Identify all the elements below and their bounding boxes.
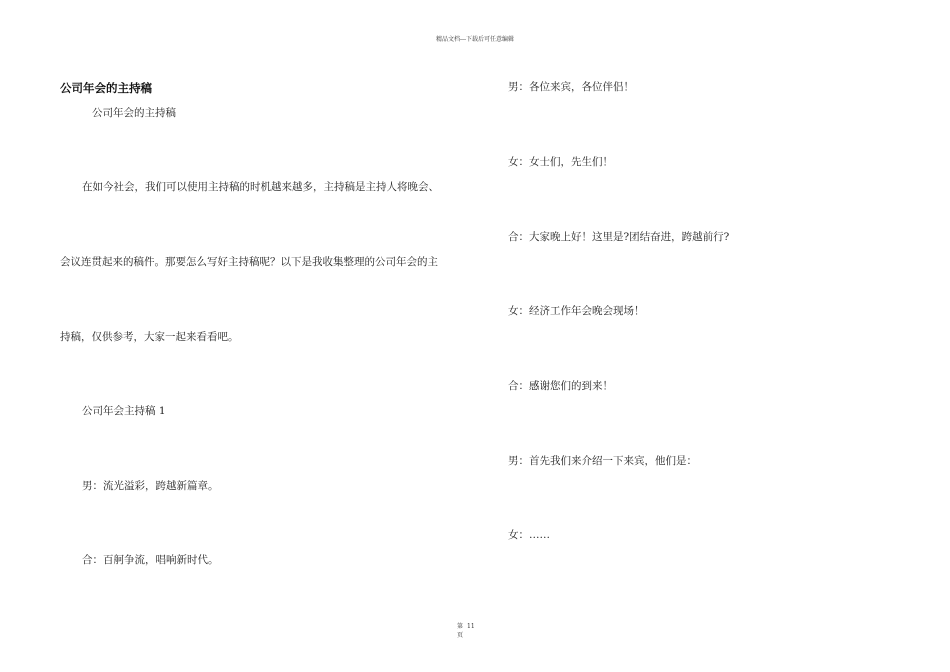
page-footer (457, 622, 475, 640)
page-header: 精品文档---下载后可任意编辑 (435, 36, 515, 43)
script-line: 合：百舸争流，唱响新时代。 (82, 554, 219, 566)
script-line: 女：经济工作年会晚会现场！ (508, 305, 645, 317)
document-title: 公司年会的主持稿 (60, 81, 152, 95)
paragraph-line: 持稿，仅供参考，大家一起来看看吧。 (60, 331, 239, 343)
script-line: 合：感谢您们的到来！ (508, 380, 613, 392)
left-column (60, 0, 470, 672)
page-number: 11 (467, 623, 475, 630)
script-line: 合：大家晚上好！这里是?团结奋进，跨越前行? (508, 231, 730, 243)
page-number-row (457, 622, 475, 631)
section-heading: 公司年会主持稿 1 (82, 405, 166, 417)
script-line: 男：各位来宾，各位伴侣！ (508, 81, 634, 93)
script-line: 男：流光溢彩，跨越新篇章。 (82, 480, 219, 492)
script-line: 男：首先我们来介绍一下来宾，他们是： (508, 455, 697, 467)
right-column (508, 0, 908, 672)
page-label-bottom: 页 (457, 632, 464, 639)
script-line: 女：女士们，先生们！ (508, 156, 613, 168)
paragraph-line: 在如今社会，我们可以使用主持稿的时机越来越多，主持稿是主持人将晚会、 (82, 181, 439, 193)
page-label-top: 第 (457, 623, 464, 630)
document-subtitle: 公司年会的主持稿 (92, 107, 176, 119)
script-line: 女：…… (508, 529, 550, 541)
paragraph-line: 会议连贯起来的稿件。那要怎么写好主持稿呢？以下是我收集整理的公司年会的主 (60, 256, 438, 268)
